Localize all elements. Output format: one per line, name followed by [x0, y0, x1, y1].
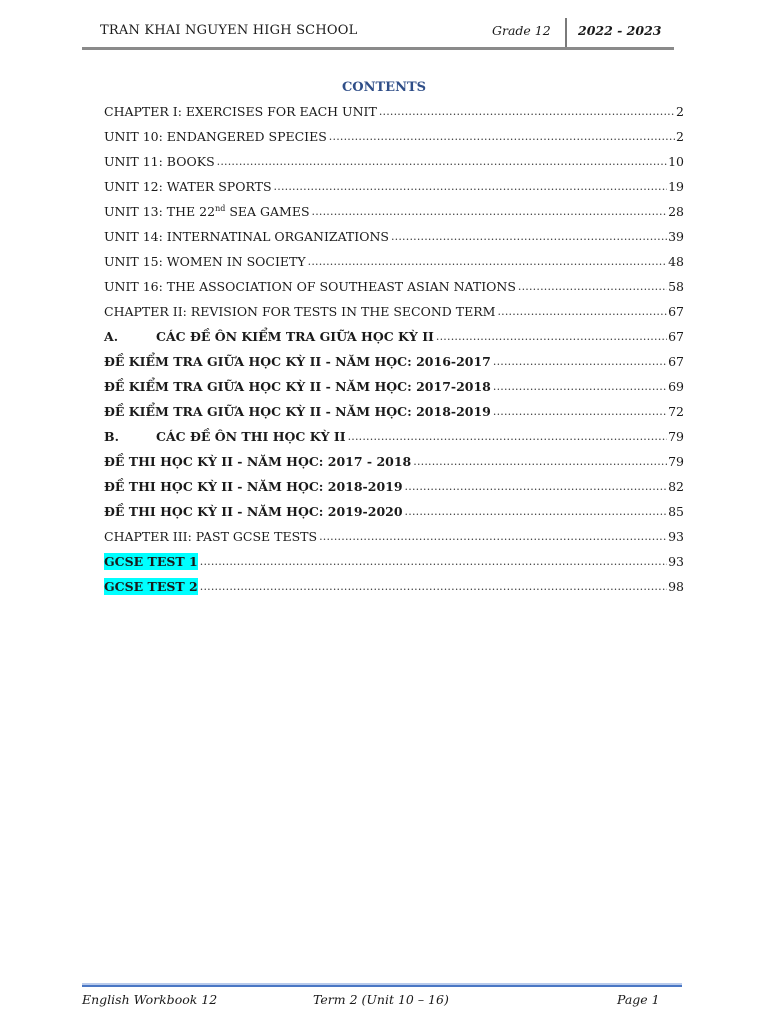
- toc-entry-label: GCSE TEST 2: [104, 579, 198, 594]
- toc-entry-unit-10[interactable]: [104, 120, 684, 145]
- toc-entry-page: 93: [668, 529, 684, 544]
- toc-entry-page: 85: [668, 504, 684, 519]
- toc-entry-label: [104, 203, 310, 220]
- toc-entry-page: 67: [668, 329, 684, 344]
- contents-title: CONTENTS: [341, 80, 427, 95]
- table-of-contents: [104, 95, 684, 595]
- toc-entry-label: UNIT 10: ENDANGERED SPECIES: [104, 129, 327, 144]
- dot-leader: [405, 478, 668, 495]
- toc-entry-page: 67: [668, 304, 684, 319]
- dot-leader: [391, 228, 667, 245]
- toc-entry-page: 72: [668, 404, 684, 419]
- toc-entry-midterm-2016[interactable]: [104, 345, 684, 370]
- dot-leader: [518, 278, 667, 295]
- dot-leader: [200, 578, 667, 595]
- footer-term: Term 2 (Unit 10 – 16): [313, 992, 449, 1007]
- toc-entry-label: CHAPTER II: REVISION FOR TESTS IN THE SECOND TERM: [104, 304, 496, 319]
- toc-entry-page: 93: [668, 554, 684, 569]
- dot-leader: [308, 253, 667, 270]
- toc-entry-label: ĐỀ KIỂM TRA GIỮA HỌC KỲ II - NĂM HỌC: 2017-2018: [104, 379, 491, 394]
- toc-entry-page: 48: [668, 254, 684, 269]
- dot-leader: [274, 178, 668, 195]
- toc-entry-final-2017[interactable]: [104, 445, 684, 470]
- toc-entry-label: UNIT 14: INTERNATINAL ORGANIZATIONS: [104, 229, 389, 244]
- toc-entry-page: 10: [668, 154, 684, 169]
- section-prefix: A.: [104, 329, 119, 344]
- toc-entry-label: [104, 428, 346, 445]
- label-part: UNIT 13: THE 22: [104, 204, 216, 219]
- label-part: SEA GAMES: [225, 204, 310, 219]
- toc-entry-chapter-3[interactable]: [104, 520, 684, 545]
- header-divider: [565, 18, 567, 47]
- toc-entry-label: ĐỀ THI HỌC KỲ II - NĂM HỌC: 2019-2020: [104, 504, 403, 519]
- toc-entry-page: 28: [668, 204, 684, 219]
- toc-entry-page: 39: [668, 229, 684, 244]
- toc-entry-page: 98: [668, 579, 684, 594]
- toc-entry-unit-16[interactable]: [104, 270, 684, 295]
- toc-entry-page: 69: [668, 379, 684, 394]
- ordinal-superscript: nd: [215, 203, 226, 213]
- toc-entry-chapter-2[interactable]: [104, 295, 684, 320]
- dot-leader: [312, 203, 668, 220]
- toc-entry-unit-13[interactable]: [104, 195, 684, 220]
- toc-entry-unit-11[interactable]: [104, 145, 684, 170]
- toc-entry-unit-14[interactable]: [104, 220, 684, 245]
- dot-leader: [493, 378, 667, 395]
- toc-entry-midterm-2017[interactable]: [104, 370, 684, 395]
- dot-leader: [329, 128, 675, 145]
- toc-entry-midterm-2018[interactable]: [104, 395, 684, 420]
- toc-entry-page: 2: [676, 129, 684, 144]
- toc-entry-page: 82: [668, 479, 684, 494]
- dot-leader: [493, 403, 667, 420]
- toc-entry-page: 67: [668, 354, 684, 369]
- label-text: CÁC ĐỀ ÔN THI HỌC KỲ II: [156, 429, 346, 444]
- toc-entry-page: 79: [668, 454, 684, 469]
- toc-entry-gcse-test-1[interactable]: [104, 545, 684, 570]
- page-footer: [82, 985, 682, 1015]
- toc-entry-label: UNIT 11: BOOKS: [104, 154, 215, 169]
- footer-page-number: Page 1: [617, 992, 660, 1007]
- toc-entry-final-2018[interactable]: [104, 470, 684, 495]
- toc-entry-page: 19: [668, 179, 684, 194]
- toc-entry-section-a[interactable]: [104, 320, 684, 345]
- dot-leader: [348, 428, 668, 445]
- page-header: [82, 14, 674, 50]
- toc-entry-label: ĐỀ KIỂM TRA GIỮA HỌC KỲ II - NĂM HỌC: 2018-2019: [104, 404, 491, 419]
- dot-leader: [493, 353, 667, 370]
- toc-entry-label: [104, 328, 434, 345]
- toc-entry-label: ĐỀ THI HỌC KỲ II - NĂM HỌC: 2017 - 2018: [104, 454, 412, 469]
- school-year: 2022 - 2023: [578, 23, 662, 38]
- footer-book-title: English Workbook 12: [82, 992, 218, 1007]
- toc-entry-unit-15[interactable]: [104, 245, 684, 270]
- toc-entry-label: UNIT 16: THE ASSOCIATION OF SOUTHEAST ASIAN NATIONS: [104, 279, 516, 294]
- toc-entry-label: CHAPTER I: EXERCISES FOR EACH UNIT: [104, 104, 377, 119]
- section-prefix: B.: [104, 429, 119, 444]
- dot-leader: [436, 328, 667, 345]
- toc-entry-page: 2: [676, 104, 684, 119]
- toc-entry-label: UNIT 15: WOMEN IN SOCIETY: [104, 254, 306, 269]
- dot-leader: [413, 453, 667, 470]
- dot-leader: [405, 503, 668, 520]
- school-name: TRAN KHAI NGUYEN HIGH SCHOOL: [100, 23, 358, 38]
- toc-entry-section-b[interactable]: [104, 420, 684, 445]
- grade-label: Grade 12: [492, 23, 551, 38]
- dot-leader: [319, 528, 667, 545]
- toc-entry-gcse-test-2[interactable]: [104, 570, 684, 595]
- toc-entry-chapter-1[interactable]: [104, 95, 684, 120]
- toc-entry-final-2019[interactable]: [104, 495, 684, 520]
- toc-entry-label: ĐỀ THI HỌC KỲ II - NĂM HỌC: 2018-2019: [104, 479, 403, 494]
- toc-entry-page: 58: [668, 279, 684, 294]
- dot-leader: [379, 103, 675, 120]
- toc-entry-unit-12[interactable]: [104, 170, 684, 195]
- toc-entry-label: CHAPTER III: PAST GCSE TESTS: [104, 529, 318, 544]
- toc-entry-page: 79: [668, 429, 684, 444]
- toc-entry-label: GCSE TEST 1: [104, 554, 198, 569]
- label-text: CÁC ĐỀ ÔN KIỂM TRA GIỮA HỌC KỲ II: [156, 329, 434, 344]
- dot-leader: [497, 303, 667, 320]
- toc-entry-label: ĐỀ KIỂM TRA GIỮA HỌC KỲ II - NĂM HỌC: 2016-2017: [104, 354, 491, 369]
- dot-leader: [217, 153, 667, 170]
- dot-leader: [200, 553, 667, 570]
- toc-entry-label: UNIT 12: WATER SPORTS: [104, 179, 272, 194]
